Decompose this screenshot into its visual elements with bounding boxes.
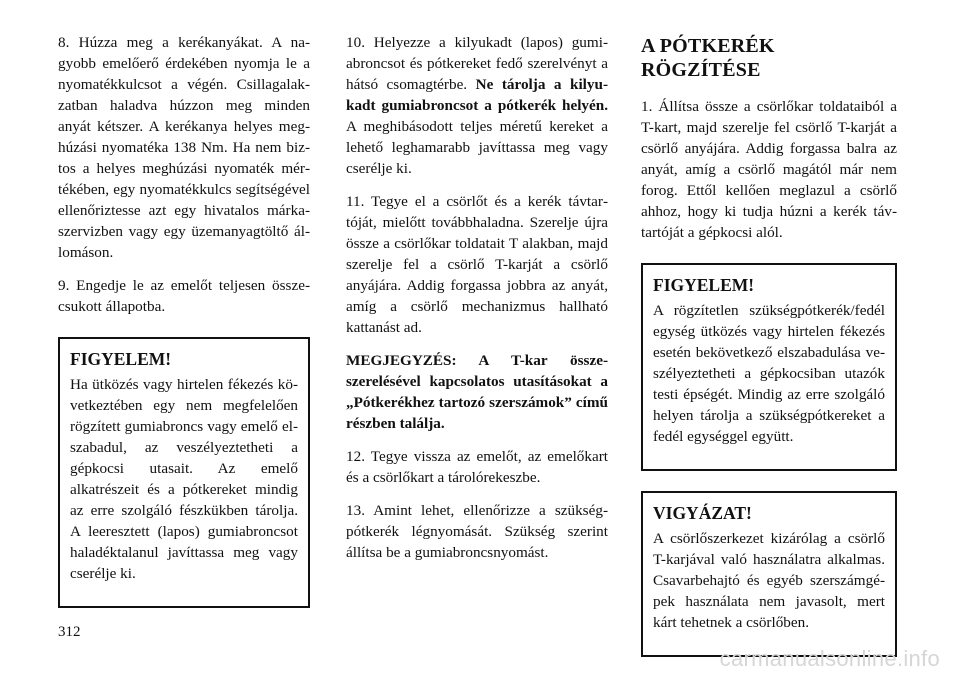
warning-title: FIGYELEM! [70,349,172,369]
page-number: 312 [58,624,81,640]
warning-text: A rögzítetlen szükségpótkerék/fedél egység ütközés vagy hirtelen fékezés esetén bekövetkező elszabadulása veszélyeztetheti a gépkocsiban utazók testi épségét. Mindig az erre szolgáló helyen tárolja a szükségpótkereket a fedél egységgel együtt. [653,302,885,445]
step-10 [346,32,608,179]
step-13: 13. Amint lehet, ellenőrizze a szükségpótkerék légnyomását. Szükség szerint állítsa be a gumiabroncsnyomást. [346,502,608,561]
step-8: 8. Húzza meg a kerékanyákat. A nagyobb emelőerő érdekében nyomja le a nyomatékkulcsot a végén. Csillagalakzatban haladva húzzon meg minden anyát kétszer. A kerékanya helyes meghúzási nyomatéka 138 Nm. Ha nem biztos a helyes meghúzási nyomaték mértékében, egy nyomatékkulcs segítségével ellenőriztesse azt egy hivatalos márkaszervizben vagy egy üzemanyagtöltő állomáson. [58,34,310,261]
step-10-bold: Ne tárolja a kilyukadt gumiabroncsot a pótkerék helyén. [346,76,609,114]
caution-title: VIGYÁZAT! [653,503,752,523]
left-column [58,32,310,608]
step-1: 1. Állítsa össze a csörlőkar toldataiból a T-kart, majd szerelje fel csörlő T-karját a csörlő anyájára. Addig forgassa balra az anyát, amíg a csörlő magától már nem forog. Ettől kellően meglazul a csörlő ahhoz, hogy ki tudja húzni a kerék távtartóját a gépkocsi alól. [641,98,897,241]
right-column [641,32,897,657]
step-11: 11. Tegye el a csörlőt és a kerék távtartóját, mielőtt továbbhaladna. Szerelje újra össze a csörlőkar toldatait T alakban, majd szerelje fel a csörlő T-karját a csörlő anyájára. Addig forgassa jobbra az anyát, amíg a csörlő mechanizmus hallható kattanást ad. [346,193,608,336]
note: MEGJEGYZÉS: A T-kar összeszerelésével kapcsolatos utasításokat a „Pótkerékhez tartozó szerszámok” című részben találja. [346,352,608,432]
section-title: A PÓTKERÉK RÖGZÍTÉSE [641,35,775,81]
warning-title: FIGYELEM! [653,275,755,295]
step-10-text-a: 10. Helyezze a kilyukadt (lapos) gumiabroncsot és pótkereket fedő szerelvényt a hátsó csomagtérbe. [346,34,608,93]
middle-column [346,32,608,575]
step-9: 9. Engedje le az emelőt teljesen összecsukott állapotba. [58,277,310,315]
warning-text: Ha ütközés vagy hirtelen fékezés következtében egy nem megfelelően rögzített gumiabroncs vagy emelő elszabadul, az veszélyeztetheti a gépkocsi utasait. Az emelő alkatrészeit és a pótkereket mindig az erre szolgáló fészkükben tárolja. A leeresztett (lapos) gumiabroncsot haladéktalanul javíttassa meg vagy cserélje ki. [70,376,298,582]
caution-box [641,491,897,657]
caution-text: A csörlőszerkezet kizárólag a csörlő T-karjával való használatra alkalmas. Csavarbehajtó és egyéb szerszámgépek használata nem javasolt, mert kárt tehetnek a csörlőben. [653,530,885,631]
step-10-text-b: A meghibásodott teljes méretű kereket a lehető leghamarabb javíttassa meg vagy cserélje ki. [346,118,608,177]
warning-box-right [641,263,897,471]
step-12: 12. Tegye vissza az emelőt, az emelőkart és a csörlőkart a tárolórekeszbe. [346,448,608,486]
warning-box-left [58,337,310,608]
watermark-link[interactable]: carmanualsonline.info [719,646,940,671]
